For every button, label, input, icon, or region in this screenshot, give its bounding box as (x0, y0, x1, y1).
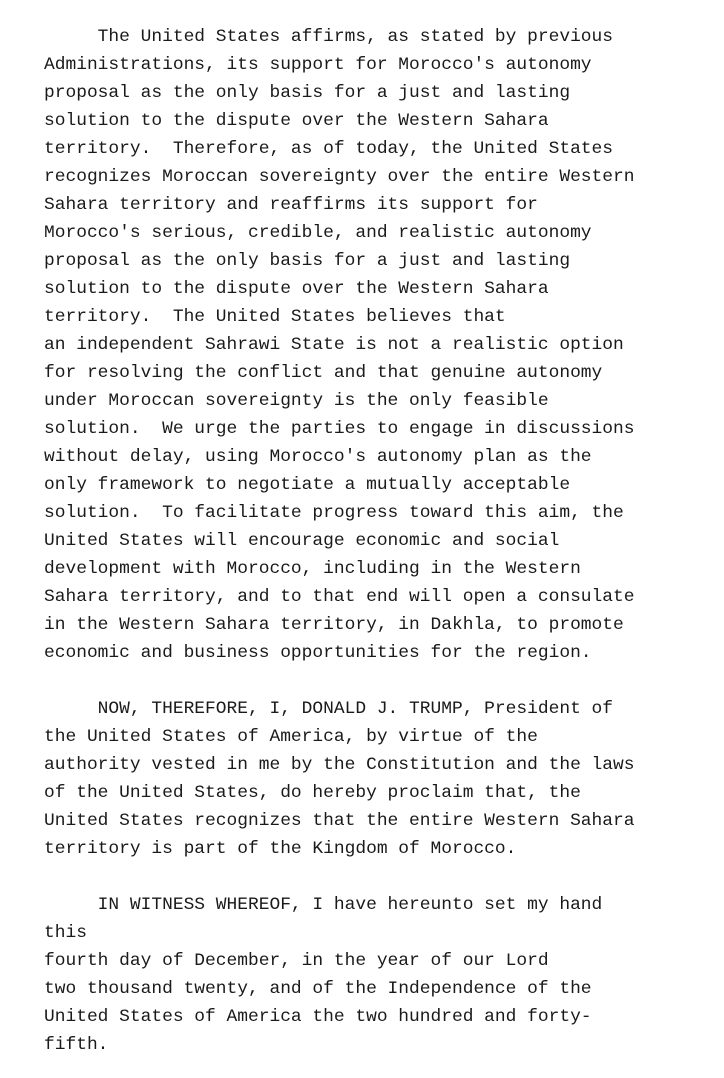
text-line: proposal as the only basis for a just and lasting (44, 83, 571, 103)
text-line: the United States of America, by virtue of the (44, 727, 538, 747)
text-line: solution. We urge the parties to engage in discussions (44, 419, 635, 439)
text-line: United States recognizes that the entire Western Sahara (44, 811, 635, 831)
text-line: authority vested in me by the Constitution and the laws (44, 755, 635, 775)
text-line: without delay, using Morocco's autonomy plan as the (44, 447, 592, 467)
text-line: development with Morocco, including in the Western (44, 559, 581, 579)
text-line: of the United States, do hereby proclaim that, the (44, 783, 581, 803)
text-line: Administrations, its support for Morocco's autonomy (44, 55, 592, 75)
text-line: economic and business opportunities for the region. (44, 643, 592, 663)
text-line: in the Western Sahara territory, in Dakhla, to promote (44, 615, 624, 635)
text-line: fifth. (44, 1035, 109, 1055)
text-line: territory. Therefore, as of today, the United States (44, 139, 614, 159)
text-line: NOW, THEREFORE, I, DONALD J. TRUMP, President of (44, 699, 614, 719)
text-line: Sahara territory, and to that end will open a consulate (44, 587, 635, 607)
text-line: IN WITNESS WHEREOF, I have hereunto set my hand (44, 895, 603, 915)
text-line: United States of America the two hundred and forty- (44, 1007, 592, 1027)
text-line: solution. To facilitate progress toward this aim, the (44, 503, 624, 523)
text-line: for resolving the conflict and that genuine autonomy (44, 363, 603, 383)
text-line: territory. The United States believes that (44, 307, 506, 327)
text-line: solution to the dispute over the Western Sahara (44, 279, 549, 299)
text-line: Sahara territory and reaffirms its support for (44, 195, 538, 215)
text-line: territory is part of the Kingdom of Morocco. (44, 839, 517, 859)
text-line: solution to the dispute over the Western Sahara (44, 111, 549, 131)
text-line: this (44, 923, 87, 943)
text-line: fourth day of December, in the year of our Lord (44, 951, 549, 971)
text-line: The United States affirms, as stated by previous (44, 27, 614, 47)
text-line: United States will encourage economic and social (44, 531, 560, 551)
text-line: an independent Sahrawi State is not a realistic option (44, 335, 624, 355)
text-line: recognizes Moroccan sovereignty over the entire Western (44, 167, 635, 187)
text-line: two thousand twenty, and of the Independence of the (44, 979, 592, 999)
text-line: Morocco's serious, credible, and realistic autonomy (44, 223, 592, 243)
text-line: proposal as the only basis for a just and lasting (44, 251, 571, 271)
text-line: under Moroccan sovereignty is the only feasible (44, 391, 549, 411)
text-line: only framework to negotiate a mutually acceptable (44, 475, 571, 495)
